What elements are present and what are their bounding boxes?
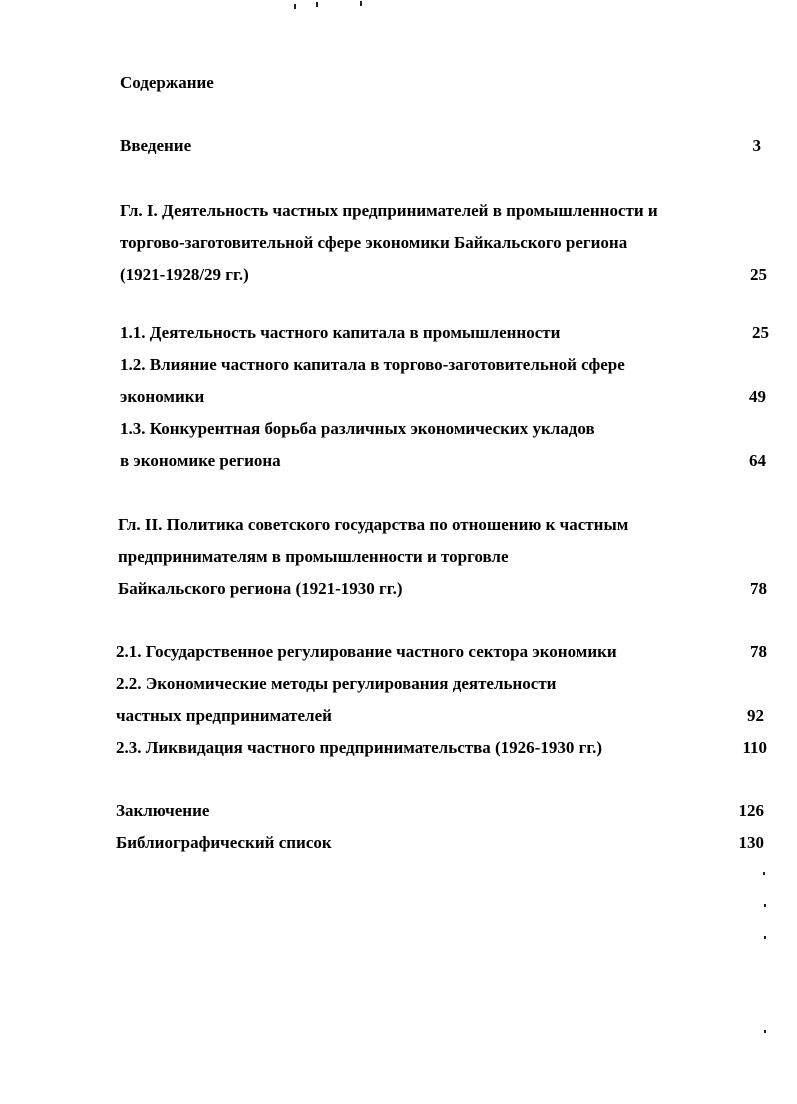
toc-entry-2-1: 2.1. Государственное регулирование частного сектора экономики [116, 642, 617, 661]
scan-speck [764, 1030, 766, 1033]
toc-entry-1-3-line2: в экономике региона [120, 451, 281, 470]
toc-page-2-1: 78 [750, 642, 767, 661]
scan-speck [360, 1, 362, 6]
scan-speck [763, 872, 765, 875]
toc-entry-1-2-line2: экономики [120, 387, 205, 406]
toc-page-2-3: 110 [742, 738, 767, 757]
toc-entry-2-2-line2: частных предпринимателей [116, 706, 332, 725]
toc-page-2-2: 92 [747, 706, 764, 725]
scan-speck [294, 4, 296, 9]
toc-page-1-1: 25 [752, 323, 769, 342]
toc-page-1-3: 64 [749, 451, 766, 470]
toc-entry-conclusion: Заключение [116, 801, 210, 820]
toc-entry-bibliography: Библиографический список [116, 833, 332, 852]
toc-entry-1-1: 1.1. Деятельность частного капитала в промышленности [120, 323, 561, 342]
toc-entry-2-3: 2.3. Ликвидация частного предпринимательства (1926-1930 гг.) [116, 738, 603, 757]
toc-page-chapter2: 78 [750, 579, 767, 598]
scan-speck [764, 936, 766, 939]
toc-entry-1-2-line1: 1.2. Влияние частного капитала в торгово-заготовительной сфере [120, 355, 625, 374]
scan-speck [764, 904, 766, 907]
toc-entry-1-3-line1: 1.3. Конкурентная борьба различных экономических укладов [120, 419, 595, 438]
toc-entry-intro: Введение [120, 136, 192, 155]
toc-entry-chapter2-line2: предпринимателям в промышленности и торговле [118, 547, 509, 566]
toc-entry-chapter1-line2: торгово-заготовительной сфере экономики Байкальского региона [120, 233, 628, 252]
toc-entry-chapter1-line1: Гл. I. Деятельность частных предпринимателей в промышленности и [120, 201, 658, 220]
toc-page-bibliography: 130 [738, 833, 764, 852]
toc-page-conclusion: 126 [738, 801, 764, 820]
toc-entry-chapter2-line3: Байкальского региона (1921-1930 гг.) [118, 579, 403, 598]
toc-title: Содержание [120, 73, 214, 92]
toc-page-intro: 3 [752, 136, 761, 155]
scan-speck [316, 2, 318, 7]
toc-entry-2-2-line1: 2.2. Экономические методы регулирования деятельности [116, 674, 557, 693]
toc-page-chapter1: 25 [750, 265, 767, 284]
toc-page-1-2: 49 [749, 387, 766, 406]
toc-entry-chapter2-line1: Гл. II. Политика советского государства по отношению к частным [118, 515, 629, 534]
toc-entry-chapter1-line3: (1921-1928/29 гг.) [120, 265, 249, 284]
